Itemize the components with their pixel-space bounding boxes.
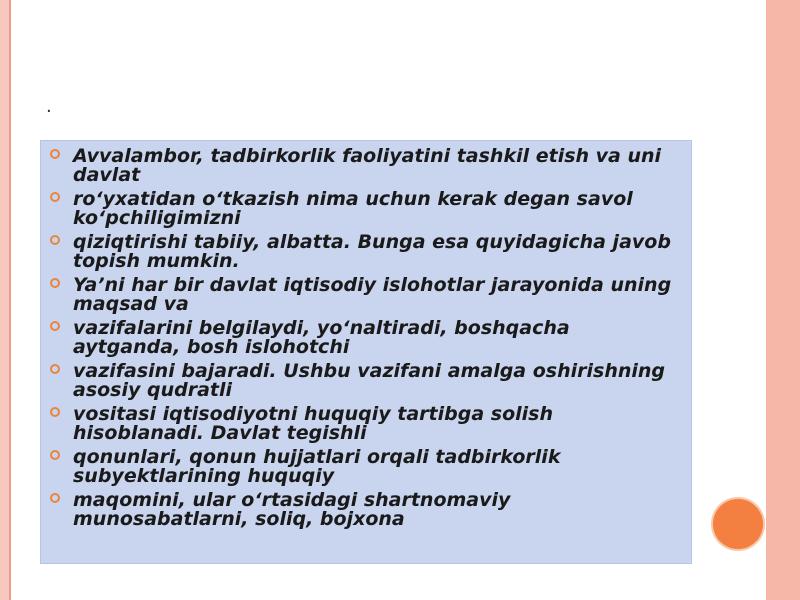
bullet-text: vazifasini bajaradi. Ushbu vazifani amalga oshirishning asosiy qudratli: [73, 360, 666, 401]
content-box: [40, 140, 692, 564]
bullet-item: [41, 276, 677, 314]
bullet-text: ro‘yxatidan o‘tkazish nima uchun kerak degan savol ko‘pchiligimizni: [73, 188, 633, 229]
bullet-item: [41, 147, 677, 185]
bullet-text: qiziqtirishi tabiiy, albatta. Bunga esa quyidagicha javob topish mumkin.: [73, 231, 671, 272]
bullet-item: [41, 491, 677, 529]
bullet-item: [41, 233, 677, 271]
ring-bullet-icon: [50, 192, 60, 202]
bullet-text: Ya’ni har bir davlat iqtisodiy islohotlar jarayonida uning maqsad va: [73, 274, 672, 315]
orange-circle-decoration: [713, 499, 763, 549]
ring-bullet-icon: [50, 364, 60, 374]
bullet-text: qonunlari, qonun hujjatlari orqali tadbirkorlik subyektlarining huquqiy: [73, 446, 561, 487]
ring-bullet-icon: [50, 407, 60, 417]
bullet-item: [41, 362, 677, 400]
bullet-item: [41, 190, 677, 228]
bullet-text: maqomini, ular o‘rtasidagi shartnomaviy munosabatlarni, soliq, bojxona: [73, 489, 511, 530]
ring-bullet-icon: [50, 493, 60, 503]
bullet-text: Avvalambor, tadbirkorlik faoliyatini tashkil etish va uni davlat: [73, 145, 662, 186]
bullet-item: [41, 448, 677, 486]
bullet-item: [41, 319, 677, 357]
left-frame-border: [0, 0, 9, 600]
ring-bullet-icon: [50, 321, 60, 331]
ring-bullet-icon: [50, 149, 60, 159]
right-frame-border: [766, 0, 800, 600]
ring-bullet-icon: [50, 235, 60, 245]
bullet-text: vositasi iqtisodiyotni huquqiy tartibga solish hisoblanadi. Davlat tegishli: [73, 403, 553, 444]
ring-bullet-icon: [50, 450, 60, 460]
bullet-text: vazifalarini belgilaydi, yo‘naltiradi, boshqacha aytganda, bosh islohotchi: [73, 317, 570, 358]
bullet-list: [41, 141, 691, 529]
title-marker: .: [46, 96, 52, 117]
bullet-item: [41, 405, 677, 443]
left-frame-line: [9, 0, 11, 600]
ring-bullet-icon: [50, 278, 60, 288]
